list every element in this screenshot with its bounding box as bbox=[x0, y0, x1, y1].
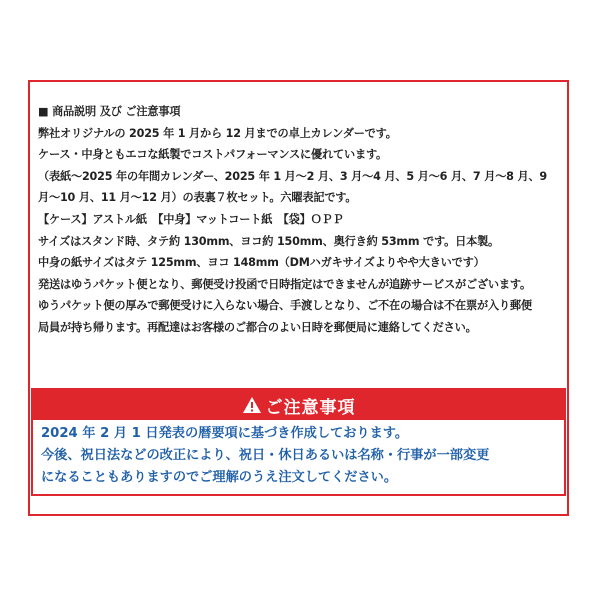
description-line: ケース・中身ともエコな紙製でコストパフォーマンスに優れています。 bbox=[38, 148, 388, 162]
product-description bbox=[38, 101, 563, 339]
notice-title: ご注意事項 bbox=[265, 397, 356, 418]
description-line: 発送はゆうパケット便となり、郵便受け投函で日時指定はできませんが追跡サービスがございます。 bbox=[38, 277, 531, 291]
description-line: 弊社オリジナルの 2025 年 1 月から 12 月までの卓上カレンダーです。 bbox=[38, 126, 397, 140]
description-line: ゆうパケット便の厚みで郵便受けに入らない場合、手渡しとなり、ご不在の場合は不在票が入り郵便 bbox=[38, 299, 532, 313]
notice-body bbox=[33, 420, 564, 489]
description-line: 局員が持ち帰ります。再配達はお客様のご都合のよい日時を郵便局に連絡してください。 bbox=[38, 320, 477, 334]
description-heading: ■ 商品説明 及び ご注意事項 bbox=[38, 105, 181, 118]
description-line: 月～10 月、11 月～12 月）の表裏７枚セット。六曜表記です。 bbox=[38, 191, 357, 205]
notice-line: になることもありますのでご理解のうえ注文してください。 bbox=[41, 470, 398, 485]
description-line: 中身の紙サイズはタテ 125mm、ヨコ 148mm（DMハガキサイズよりやや大きいです） bbox=[38, 256, 485, 270]
notice-box bbox=[31, 388, 566, 496]
warning-triangle-icon bbox=[242, 396, 262, 414]
notice-line: 2024 年 2 月 1 日発表の暦要項に基づき作成しております。 bbox=[41, 426, 409, 441]
description-line: （表紙～2025 年の年間カレンダー、2025 年 1 月～2 月、3 月～4 月、5 月～6 月、7 月～8 月、9 bbox=[38, 169, 548, 183]
notice-line: 今後、祝日法などの改正により、祝日・休日あるいは名称・行事が一部変更 bbox=[41, 448, 490, 463]
notice-header bbox=[33, 390, 564, 420]
description-line: 【ケース】アストル紙 【中身】マットコート紙 【袋】ＯＰＰ bbox=[38, 212, 344, 226]
description-line: サイズはスタンド時、タテ約 130mm、ヨコ約 150mm、奥行き約 53mm です。日本製。 bbox=[38, 234, 500, 248]
